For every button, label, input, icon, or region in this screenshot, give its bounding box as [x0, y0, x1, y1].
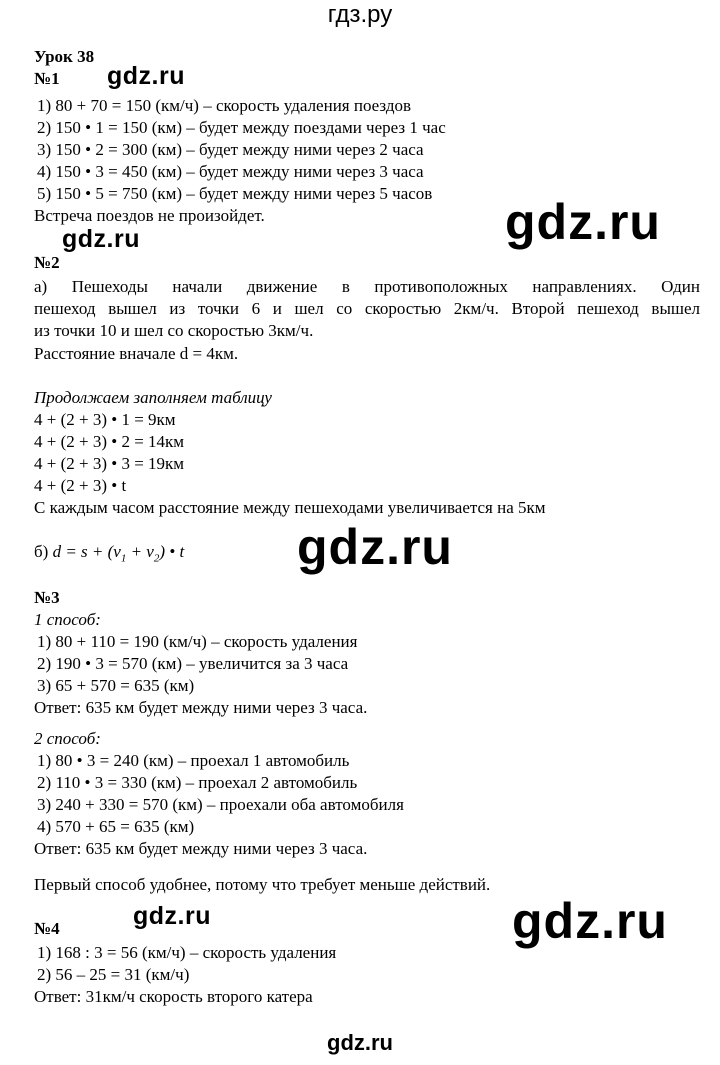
solution-step: 3) 150 • 2 = 300 (км) – будет между ними через 2 часа — [37, 140, 424, 159]
solution-step: 4) 150 • 3 = 450 (км) – будет между ними через 3 часа — [37, 162, 424, 181]
task-number: №4 — [34, 919, 60, 938]
task-number: №3 — [34, 588, 60, 607]
watermark: gdz.ru — [107, 62, 185, 90]
watermark: gdz.ru — [297, 519, 453, 575]
task-paragraph: а) Пешеходы начали движение в противоположных направлениях. Один пешеход вышел из точки 6 и шел со скоростью 2км/ч. Второй пешеход вышел из точки 10 и шел со скоростью 3км/ч. — [34, 277, 700, 340]
page-footer: gdz.ru — [327, 1030, 393, 1055]
solution-step: 1) 80 • 3 = 240 (км) – проехал 1 автомобиль — [37, 751, 350, 770]
task-conclusion: Встреча поездов не произойдет. — [34, 206, 265, 225]
task-conclusion: С каждым часом расстояние между пешеходами увеличивается на 5км — [34, 498, 546, 517]
solution-step: 1) 168 : 3 = 56 (км/ч) – скорость удаления — [37, 943, 337, 962]
solution-step: 2) 110 • 3 = 330 (км) – проехал 2 автомобиль — [37, 773, 358, 792]
table-row: 4 + (2 + 3) • 1 = 9км — [34, 410, 176, 429]
task-number: №2 — [34, 253, 60, 272]
watermark: gdz.ru — [505, 194, 661, 250]
lesson-title: Урок 38 — [34, 47, 95, 66]
solution-step: 5) 150 • 5 = 750 (км) – будет между ними через 5 часов — [37, 184, 433, 203]
watermark: gdz.ru — [62, 225, 140, 253]
solution-step: 2) 150 • 1 = 150 (км) – будет между поездами через 1 час — [37, 118, 446, 137]
task-number: №1 — [34, 69, 60, 88]
table-note: Продолжаем заполняем таблицу — [34, 388, 272, 407]
table-row: 4 + (2 + 3) • t — [34, 476, 127, 495]
solution-step: 3) 240 + 330 = 570 (км) – проехали оба автомобиля — [37, 795, 404, 814]
task-conclusion: Первый способ удобнее, потому что требует меньше действий. — [34, 875, 491, 894]
solution-step: 3) 65 + 570 = 635 (км) — [37, 676, 195, 695]
initial-distance: Расстояние вначале d = 4км. — [34, 344, 239, 363]
solution-step: 2) 190 • 3 = 570 (км) – увеличится за 3 часа — [37, 654, 349, 673]
solution-step: 4) 570 + 65 = 635 (км) — [37, 817, 195, 836]
page-header: гдз.ру — [327, 1, 393, 28]
answer: Ответ: 635 км будет между ними через 3 часа. — [34, 839, 368, 858]
solution-step: 1) 80 + 70 = 150 (км/ч) – скорость удаления поездов — [37, 96, 411, 115]
table-row: 4 + (2 + 3) • 2 = 14км — [34, 432, 185, 451]
answer: Ответ: 31км/ч скорость второго катера — [34, 987, 313, 1006]
solution-step: 1) 80 + 110 = 190 (км/ч) – скорость удаления — [37, 632, 358, 651]
method-title: 1 способ: — [34, 610, 101, 629]
answer: Ответ: 635 км будет между ними через 3 часа. — [34, 698, 368, 717]
watermark: gdz.ru — [133, 902, 211, 930]
watermark: gdz.ru — [512, 893, 668, 949]
table-row: 4 + (2 + 3) • 3 = 19км — [34, 454, 185, 473]
formula: б) $d = s + (v_1 + v_2)$ • t — [34, 542, 185, 565]
solution-step: 2) 56 – 25 = 31 (км/ч) — [37, 965, 190, 984]
method-title: 2 способ: — [34, 729, 101, 748]
